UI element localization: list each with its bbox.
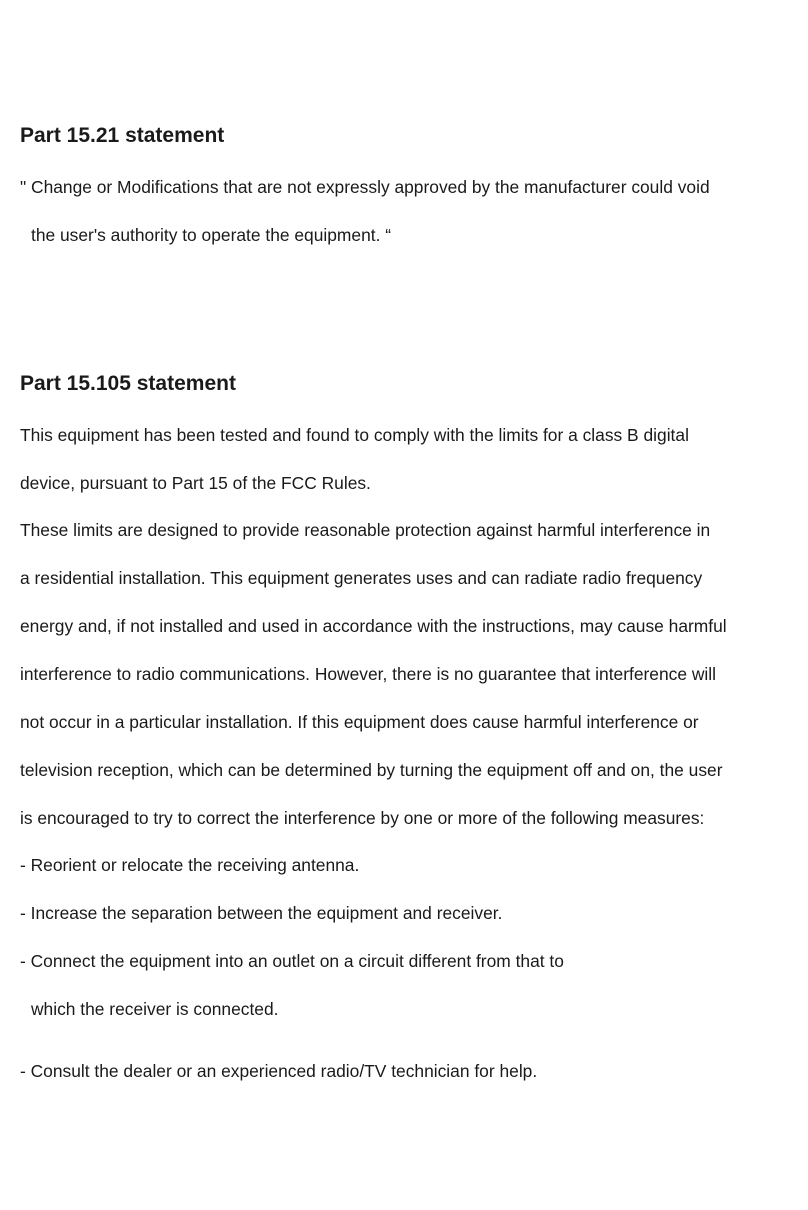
measure-item-continuation: which the receiver is connected.	[31, 999, 279, 1019]
paragraph-line: the user's authority to operate the equipment. “	[31, 225, 392, 245]
paragraph-line: not occur in a particular installation. If this equipment does cause harmful interference or	[20, 712, 699, 732]
section-title-15-21: Part 15.21 statement	[20, 124, 225, 147]
paragraph-line: These limits are designed to provide reasonable protection against harmful interference in	[20, 520, 711, 540]
paragraph-line: television reception, which can be determined by turning the equipment off and on, the user	[20, 760, 723, 780]
paragraph-line: a residential installation. This equipment generates uses and can radiate radio frequency	[20, 568, 703, 588]
paragraph-line: " Change or Modifications that are not expressly approved by the manufacturer could void	[20, 177, 710, 197]
measure-item: - Consult the dealer or an experienced radio/TV technician for help.	[20, 1061, 538, 1081]
measure-item: - Increase the separation between the equipment and receiver.	[20, 903, 503, 923]
paragraph-line: is encouraged to try to correct the interference by one or more of the following measures:	[20, 808, 705, 828]
section-title-15-105: Part 15.105 statement	[20, 372, 236, 395]
paragraph-line: device, pursuant to Part 15 of the FCC Rules.	[20, 473, 371, 493]
paragraph-line: energy and, if not installed and used in accordance with the instructions, may cause harmful	[20, 616, 727, 636]
measure-item: - Connect the equipment into an outlet on a circuit different from that to	[20, 951, 564, 971]
paragraph-line: interference to radio communications. However, there is no guarantee that interference will	[20, 664, 716, 684]
paragraph-line: This equipment has been tested and found to comply with the limits for a class B digital	[20, 425, 689, 445]
measure-item: - Reorient or relocate the receiving antenna.	[20, 855, 360, 875]
